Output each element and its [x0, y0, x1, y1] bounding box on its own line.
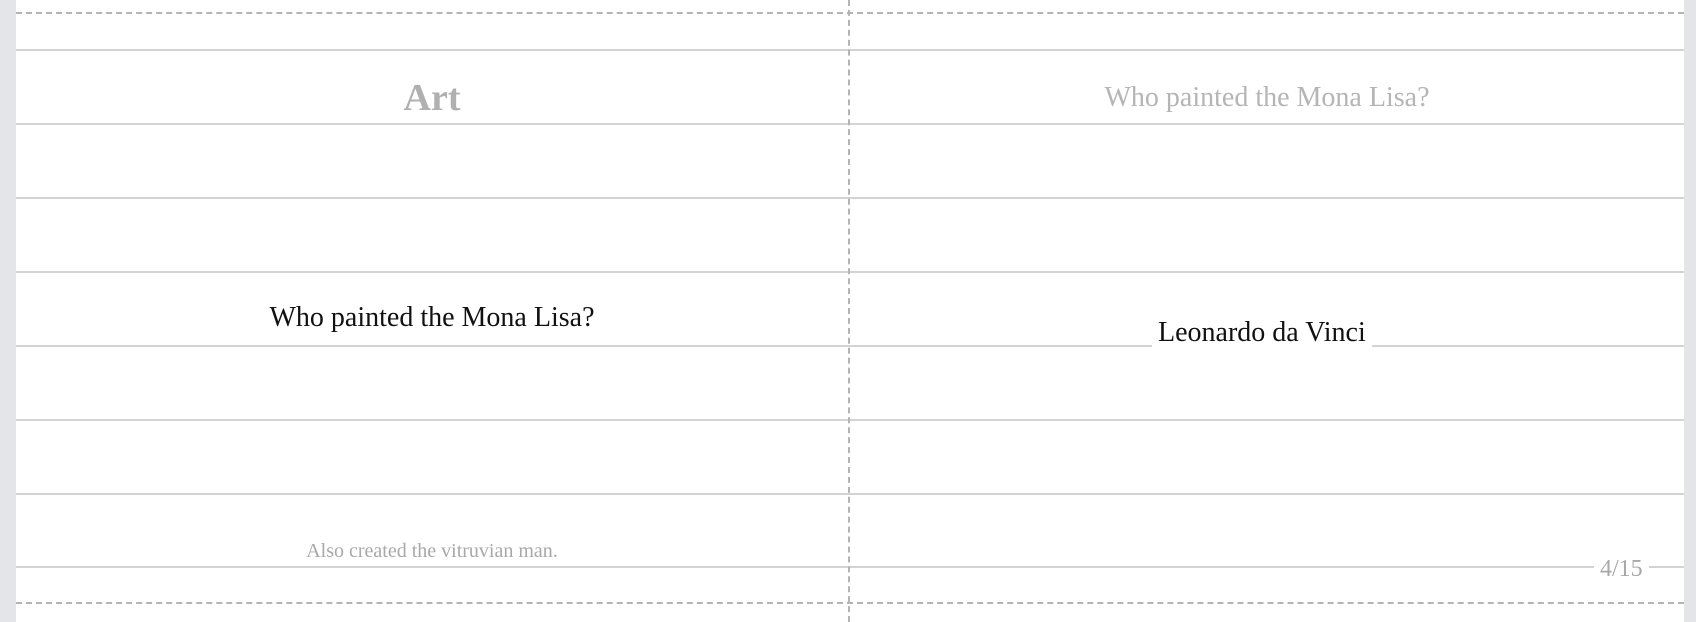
card-answer: Leonardo da Vinci: [1152, 314, 1372, 352]
card-hint: Also created the vitruvian man.: [306, 540, 558, 562]
cut-line-top: [16, 12, 1684, 14]
ruled-line: [16, 419, 1684, 421]
ruled-line: [16, 197, 1684, 199]
card-back-question: Who painted the Mona Lisa?: [1104, 82, 1430, 113]
ruled-line: [16, 566, 1684, 568]
ruled-line: [16, 123, 1684, 125]
cut-line-bottom: [16, 602, 1684, 604]
ruled-line: [16, 493, 1684, 495]
card-question: Who painted the Mona Lisa?: [269, 302, 595, 333]
card-category: Art: [403, 77, 461, 119]
ruled-line: [16, 271, 1684, 273]
ruled-line: [16, 345, 1684, 347]
flashcard-sheet: [16, 0, 1684, 622]
page-indicator: 4/15: [1594, 554, 1649, 584]
ruled-line: [16, 49, 1684, 51]
